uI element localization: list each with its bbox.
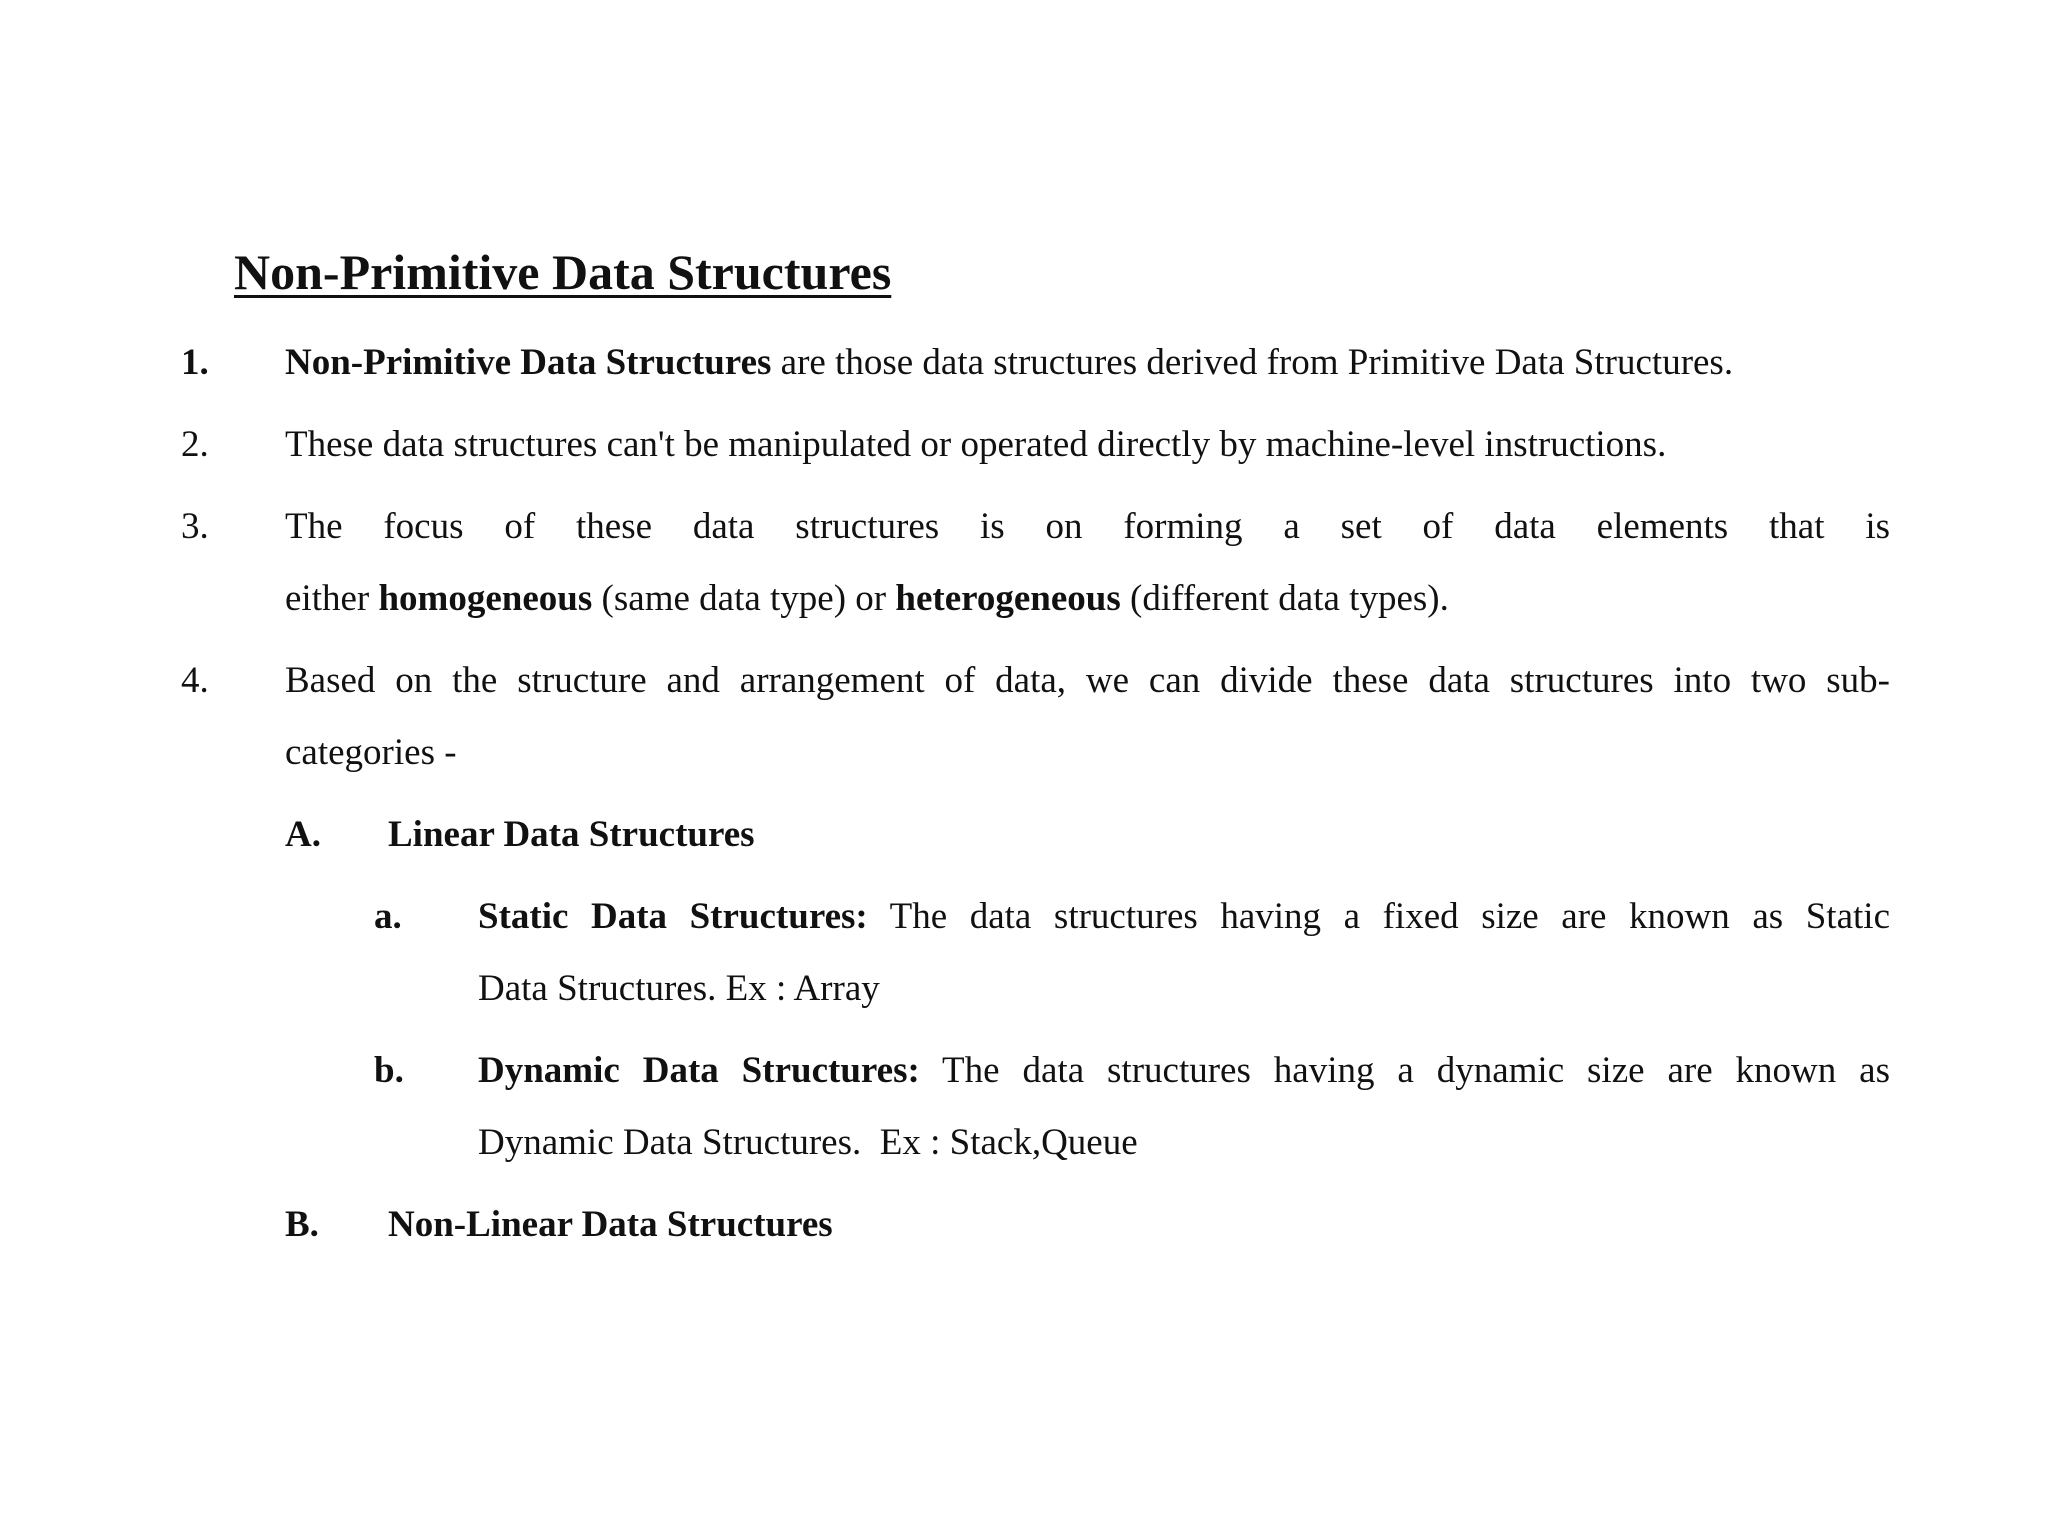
term-homogeneous: homogeneous [378,578,593,619]
term-dynamic-data-structures: Dynamic Data Structures: [478,1050,920,1091]
page-title: Non-Primitive Data Structures [234,244,892,300]
list-item-4-line-2: categories - [285,732,457,773]
term-static-data-structures: Static Data Structures: [478,896,868,937]
list-item-3-post: (different data types). [1120,578,1449,619]
subitem-dynamic-line-2: Dynamic Data Structures. Ex : Stack,Queue [478,1122,1138,1163]
list-marker-2: 2. [181,424,209,465]
subsection-marker-b: B. [285,1204,319,1245]
term-heterogeneous: heterogeneous [895,578,1121,619]
subitem-marker-a: a. [374,896,402,937]
subitem-dynamic-text: The data structures having a dynamic size are known as [919,1050,1890,1091]
subitem-marker-b: b. [374,1050,404,1091]
list-item-1 [285,327,1733,399]
list-item-3-line-2 [285,563,1449,635]
list-marker-3: 3. [181,506,209,547]
list-item-3-line-1: The focus of these data structures is on forming a set of data elements that is [285,506,1890,547]
list-item-2: These data structures can't be manipulated or operated directly by machine-level instructions. [285,424,1667,465]
list-item-3-mid: (same data type) or [592,578,896,619]
subitem-static-text: The data structures having a fixed size are known as Static [867,896,1890,937]
list-marker-1: 1. [181,342,209,383]
list-marker-4: 4. [181,660,209,701]
subitem-static-line-1 [478,881,1890,953]
subsection-marker-a: A. [285,814,321,855]
subitem-static-line-2: Data Structures. Ex : Array [478,968,880,1009]
list-item-4-line-1: Based on the structure and arrangement of data, we can divide these data structures into two sub- [285,660,1890,701]
list-item-1-text: are those data structures derived from Primitive Data Structures. [771,342,1734,383]
subsection-heading-linear: Linear Data Structures [388,814,755,855]
list-item-1-bold: Non-Primitive Data Structures [285,342,772,383]
list-item-3-pre: either [285,578,379,619]
subsection-heading-nonlinear: Non-Linear Data Structures [388,1204,833,1245]
subitem-dynamic-line-1 [478,1035,1890,1107]
